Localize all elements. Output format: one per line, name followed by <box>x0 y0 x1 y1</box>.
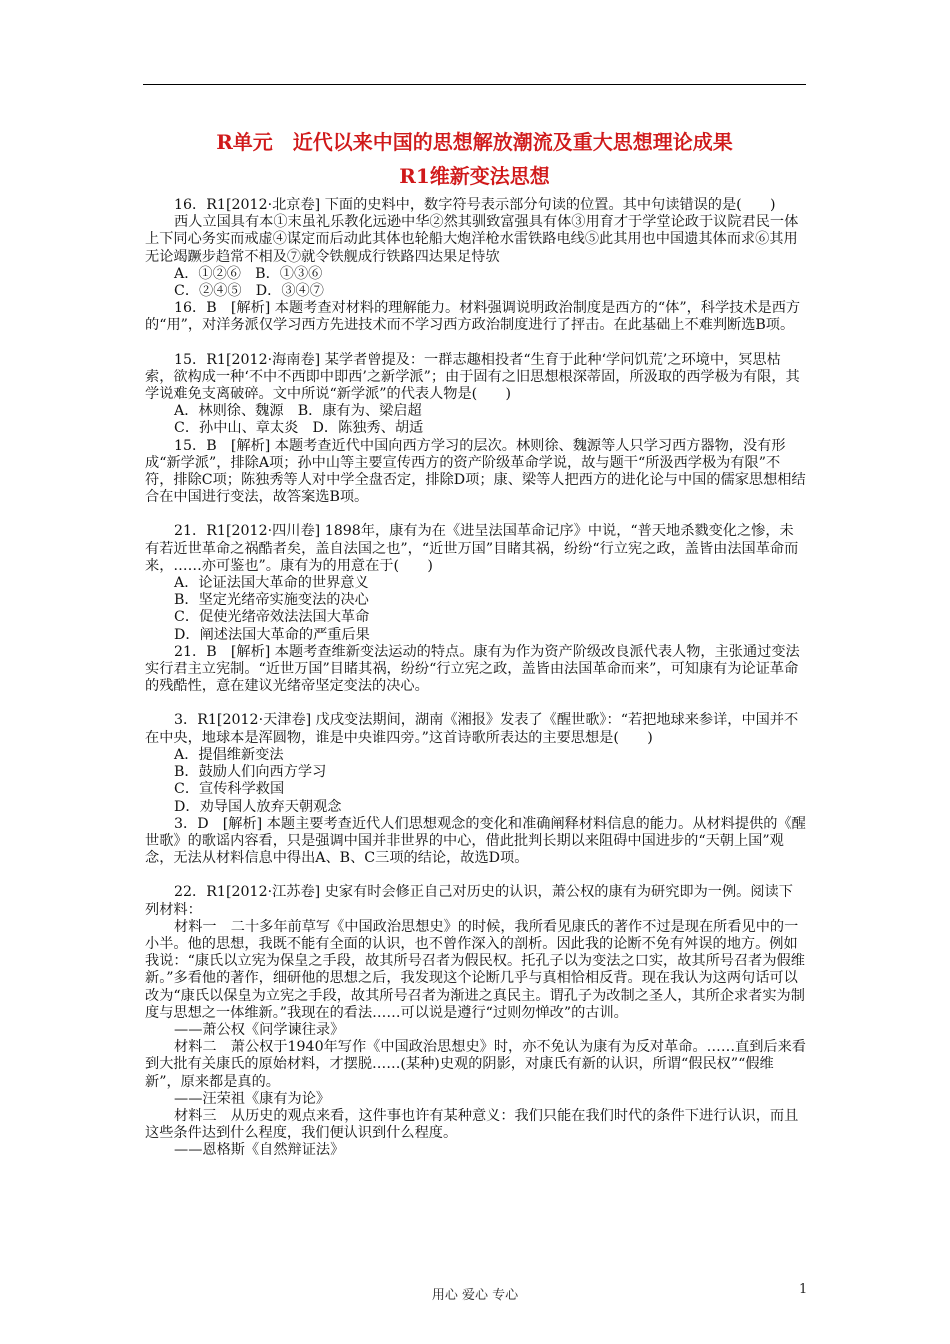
source-passage: 西人立国具有本①末虽礼乐教化远逊中华②然其驯致富强具有体③用育才于学堂论政于议院君民一体上下同心务实而戒虚④谋定而后动此其体也轮船大炮洋枪水雷铁路电线⑤此其用也中国遗其体而求⑥其用无论竭蹶步趋常不相及⑦就令铁舰成行铁路四达果足恃欤 <box>145 214 799 265</box>
material-2-source: ——汪荣祖《康有为论》 <box>174 1090 331 1107</box>
option-b: B．坚定光绪帝实施变法的决心 <box>174 592 369 609</box>
option-c: C．宣传科学救国 <box>174 781 285 798</box>
answer-analysis: 3．D [解析] 本题主要考查近代人们思想观念的变化和准确阐释材料信息的能力。从材料提供的《醒世歌》的歌谣内容看，只是强调中国并非世界的中心，借此批判长期以来阻碍中国进步的“天朝上国”观念，无法从材料信息中得出A、B、C三项的结论，故选D项。 <box>145 815 806 867</box>
question-stem: 15．R1[2012·海南卷] 某学者曾提及：一群志趣相投者“生育于此种‘学问饥荒’之环境中，冥思枯索，欲构成一种‘不中不西即中即西’之新学派”；由于固有之旧思想根深蒂固，所汲取的西学极为有限，其学说难免支离破碎。文中所说“新学派”的代表人物是( ) <box>145 351 800 403</box>
material-3: 材料三 从历史的观点来看，这件事也许有某种意义：我们只能在我们时代的条件下进行认识，而且这些条件达到什么程度，我们便认识到什么程度。 <box>145 1107 799 1142</box>
answer-analysis: 21．B [解析] 本题考查维新变法运动的特点。康有为作为资产阶级改良派代表人物，主张通过变法实行君主立宪制。“近世万国”目睹其祸，纷纷“行立宪之政，盖皆由法国革命而来”，可知康有为论证革命的残酷性，意在建议光绪帝坚定变法的决心。 <box>145 643 800 695</box>
unit-title: R单元 近代以来中国的思想解放潮流及重大思想理论成果 <box>216 130 733 154</box>
question-16 <box>145 197 807 335</box>
section-title: R1维新变法思想 <box>399 164 550 188</box>
option-c: C．促使光绪帝效法法国大革命 <box>174 609 370 626</box>
question-3 <box>145 712 807 867</box>
option-b: B．鼓励人们向西方学习 <box>174 764 327 781</box>
question-stem: 22．R1[2012·江苏卷] 史家有时会修正自己对历史的认识，萧公权的康有为研究即为一例。阅读下列材料： <box>145 884 793 918</box>
options-ab: A．林则徐、魏源 B．康有为、梁启超 <box>174 403 422 420</box>
options-cd: C．孙中山、章太炎 D．陈独秀、胡适 <box>174 420 424 437</box>
question-22 <box>145 884 807 1159</box>
question-stem: 3．R1[2012·天津卷] 戊戌变法期间，湖南《湘报》发表了《醒世歌》：“若把地球来参详，中国并不在中央，地球本是浑圆物，谁是中央谁四旁。”这首诗歌所表达的主要思想是( ) <box>145 712 799 746</box>
header-rule <box>143 84 806 85</box>
answer-analysis: 16．B [解析] 本题考查对材料的理解能力。材料强调说明政治制度是西方的“体”，科学技术是西方的“用”，对洋务派仅学习西方先进技术而不学习西方政治制度进行了抨击。在此基础上不难判断选B项。 <box>145 300 801 334</box>
material-1-source: ——萧公权《问学谏往录》 <box>174 1021 345 1038</box>
options-ab: A．①②⑥ B．①③⑥ <box>174 265 323 282</box>
option-d: D．阐述法国大革命的严重后果 <box>174 626 370 643</box>
footer-motto: 用心 爱心 专心 <box>431 1288 519 1303</box>
material-1: 材料一 二十多年前草写《中国政治思想史》的时候，我所看见康氏的著作不过是现在所看见中的一小半。他的思想，我既不能有全面的认识，也不曾作深入的剖析。因此我的论断不免有舛误的地方。例如我说：“康氏以立宪为保皇之手段，故其所号召者为假民权。托孔子以为变法之口实，故其所号召者为假维新。”多看他的著作，细研他的思想之后，我发现这个论断几乎与真相恰相反背。现在我认为这两句话可以改为“康氏以保皇为立宪之手段，故其所号召者为渐进之真民主。谓孔子为改制之圣人，其所企求者实为制度与思想之一体维新。”我现在的看法……可以说是遵行“过则勿惮改”的古训。 <box>145 918 805 1021</box>
question-stem: 21．R1[2012·四川卷] 1898年，康有为在《进呈法国革命记序》中说，“普天地杀戮变化之惨，未有若近世革命之祸酷者矣，盖自法国之也”，“近世万国”目睹其祸，纷纷“行立宪之政，盖皆由法国革命而来，……亦可鉴也”。康有为的用意在于( ) <box>145 523 799 574</box>
option-a: A．提倡维新变法 <box>174 746 284 763</box>
option-d: D．劝导国人放弃天朝观念 <box>174 798 342 815</box>
document-body <box>145 197 807 1177</box>
question-stem: 16．R1[2012·北京卷] 下面的史料中，数字符号表示部分句读的位置。其中句读错误的是( ) <box>174 197 776 213</box>
options-cd: C．②④⑤ D．③④⑦ <box>174 283 324 300</box>
material-3-source: ——恩格斯《自然辩证法》 <box>174 1142 345 1159</box>
material-2: 材料二 萧公权于1940年写作《中国政治思想史》时，亦不免认为康有为反对革命。……直到后来看到大批有关康氏的原始材料，才摆脱……(某种)史观的阴影，对康氏有新的认识，所谓“假民权”“假维新”，原来都是真的。 <box>145 1039 806 1090</box>
answer-analysis: 15．B [解析] 本题考查近代中国向西方学习的层次。林则徐、魏源等人只学习西方器物，没有形成“新学派”，排除A项；孙中山等主要宣传西方的资产阶级革命学说，故与题干“所汲西学极为有限”不符，排除C项；陈独秀等人对中学全盘否定，排除D项；康、梁等人把西方的进化论与中国的儒家思想相结合在中国进行变法，故答案选B项。 <box>145 437 806 506</box>
option-a: A．论证法国大革命的世界意义 <box>174 575 369 592</box>
question-15 <box>145 352 807 507</box>
page-number: 1 <box>799 1282 808 1297</box>
question-21 <box>145 523 807 695</box>
